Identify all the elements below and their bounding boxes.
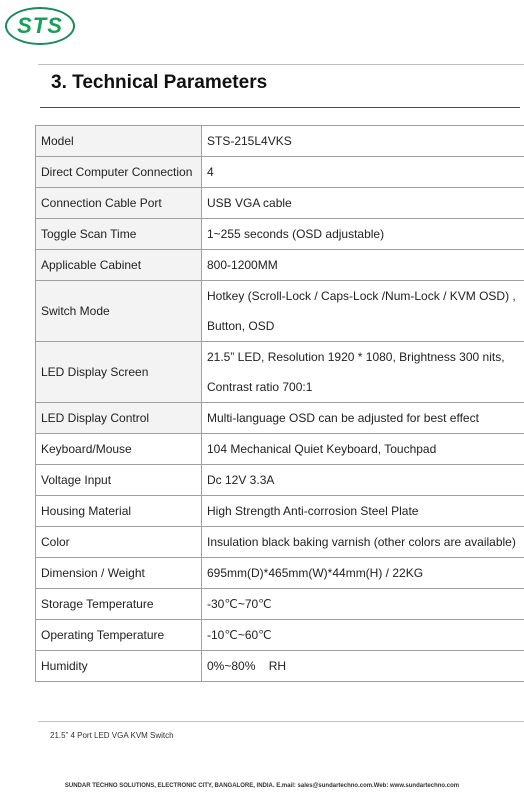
value-line: 1~255 seconds (OSD adjustable) [207,227,385,241]
parameter-value [202,403,524,434]
table-row [36,219,524,250]
parameter-value [202,465,524,496]
value-line: Insulation black baking varnish (other colors are available) [207,535,516,549]
company-footer: SUNDAR TECHNO SOLUTIONS, ELECTRONIC CITY, BANGALORE, INDIA. E.mail: sales@sundartechno.com.Web: www.sundartechno.com [64,783,460,789]
parameter-name: Switch Mode [36,281,202,342]
value-line: 800-1200MM [207,258,278,272]
parameter-value [202,157,524,188]
parameter-name: Dimension / Weight [36,558,202,589]
parameter-value [202,527,524,558]
value-line: 0%~80% RH [207,659,287,673]
value-line: Multi-language OSD can be adjusted for best effect [207,411,479,425]
parameter-name: Color [36,527,202,558]
section-heading: 3. Technical Parameters [51,72,268,93]
value-line: 4 [207,165,214,179]
table-row [36,126,524,157]
table-row [36,157,524,188]
parameter-name: Connection Cable Port [36,188,202,219]
technical-parameters-table [35,125,524,682]
table-row [36,465,524,496]
logo-text: STS [17,13,63,38]
parameter-name: Humidity [36,651,202,682]
parameter-value [202,434,524,465]
parameter-value [202,281,524,342]
table-row [36,434,524,465]
table-row [36,558,524,589]
value-line: 695mm(D)*465mm(W)*44mm(H) / 22KG [207,566,424,580]
table-row [36,281,524,342]
parameter-value [202,496,524,527]
table-row [36,527,524,558]
parameter-value [202,558,524,589]
parameter-name: Direct Computer Connection [36,157,202,188]
parameter-name: Storage Temperature [36,589,202,620]
table-row [36,188,524,219]
table-row [36,496,524,527]
value-line: STS-215L4VKS [207,134,292,148]
parameter-value [202,188,524,219]
table-row [36,250,524,281]
parameter-name: Operating Temperature [36,620,202,651]
parameter-name: Model [36,126,202,157]
parameter-name: Applicable Cabinet [36,250,202,281]
parameter-value [202,589,524,620]
table-row [36,651,524,682]
table-row [36,342,524,403]
parameter-value [202,651,524,682]
value-line: 104 Mechanical Quiet Keyboard, Touchpad [207,442,437,456]
product-name-footer: 21.5” 4 Port LED VGA KVM Switch [50,731,174,740]
parameter-name: Voltage Input [36,465,202,496]
value-line: USB VGA cable [207,196,292,210]
parameter-value [202,342,524,403]
value-line: Contrast ratio 700:1 [207,380,313,394]
header-divider [38,64,524,65]
value-line: Hotkey (Scroll-Lock / Caps-Lock /Num-Lock / KVM OSD) , [207,289,516,303]
value-line: 21.5” LED, Resolution 1920 * 1080, Brightness 300 nits, [207,350,505,364]
value-line: -30℃~70℃ [207,597,272,611]
parameter-value [202,219,524,250]
parameter-value [202,250,524,281]
parameter-name: LED Display Control [36,403,202,434]
sts-logo [5,7,75,45]
value-line: High Strength Anti-corrosion Steel Plate [207,504,419,518]
footer-divider [38,721,524,722]
parameter-value [202,620,524,651]
heading-underline [40,107,520,108]
parameter-name: Keyboard/Mouse [36,434,202,465]
table-row [36,403,524,434]
parameter-name: Housing Material [36,496,202,527]
value-line: -10℃~60℃ [207,628,272,642]
parameter-value [202,126,524,157]
value-line: Dc 12V 3.3A [207,473,275,487]
parameter-name: LED Display Screen [36,342,202,403]
table-row [36,620,524,651]
value-line: Button, OSD [207,319,275,333]
parameter-name: Toggle Scan Time [36,219,202,250]
table-row [36,589,524,620]
